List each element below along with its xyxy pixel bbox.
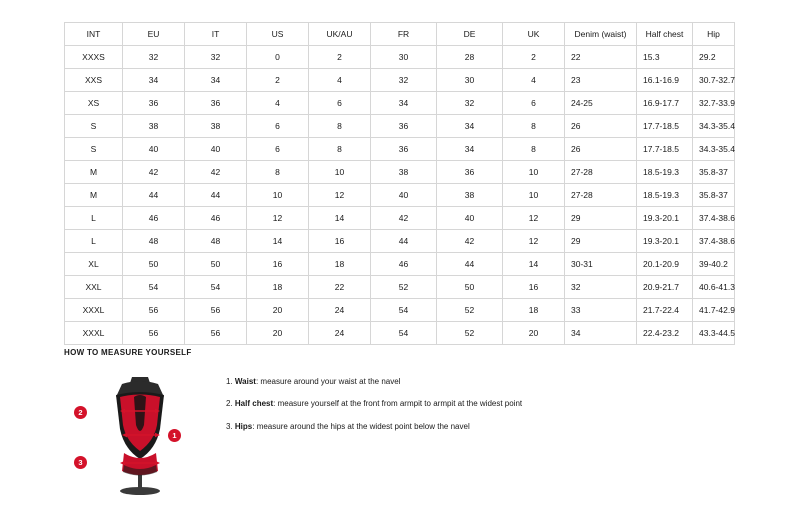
table-cell: M — [65, 184, 123, 207]
size-chart-container — [64, 22, 734, 345]
table-cell: 20 — [503, 322, 565, 345]
table-row — [65, 253, 735, 276]
table-cell: 8 — [503, 138, 565, 161]
table-header-cell: UK — [503, 23, 565, 46]
table-row — [65, 161, 735, 184]
table-cell: 29 — [565, 207, 637, 230]
table-cell: 14 — [309, 207, 371, 230]
table-cell: 2 — [309, 46, 371, 69]
table-cell: 21.7-22.4 — [637, 299, 693, 322]
table-header-cell: INT — [65, 23, 123, 46]
table-cell: 28 — [437, 46, 503, 69]
table-cell: XXXS — [65, 46, 123, 69]
table-cell: 16.9-17.7 — [637, 92, 693, 115]
table-cell: 56 — [185, 322, 247, 345]
table-cell: 34 — [565, 322, 637, 345]
table-header-row — [65, 23, 735, 46]
table-cell: 16 — [503, 276, 565, 299]
table-header-cell: IT — [185, 23, 247, 46]
table-cell: L — [65, 207, 123, 230]
table-cell: 22.4-23.2 — [637, 322, 693, 345]
measure-instruction-item — [226, 377, 522, 387]
instruction-term: Half chest — [234, 399, 274, 409]
table-cell: 27-28 — [565, 161, 637, 184]
table-cell: 8 — [309, 138, 371, 161]
table-cell: 56 — [185, 299, 247, 322]
table-cell: 29 — [565, 230, 637, 253]
table-cell: 37.4-38.6 — [693, 207, 735, 230]
table-cell: 30-31 — [565, 253, 637, 276]
table-cell: 20.1-20.9 — [637, 253, 693, 276]
table-cell: 32.7-33.9 — [693, 92, 735, 115]
badge-waist: 1 — [168, 429, 181, 442]
table-cell: 50 — [185, 253, 247, 276]
table-cell: 27-28 — [565, 184, 637, 207]
table-cell: 18.5-19.3 — [637, 161, 693, 184]
table-cell: 29.2 — [693, 46, 735, 69]
table-row — [65, 276, 735, 299]
table-cell: 44 — [437, 253, 503, 276]
table-cell: 26 — [565, 115, 637, 138]
table-cell: M — [65, 161, 123, 184]
table-row — [65, 230, 735, 253]
table-cell: 10 — [247, 184, 309, 207]
table-cell: 44 — [123, 184, 185, 207]
table-cell: 10 — [503, 161, 565, 184]
instruction-text: : measure around your waist at the navel — [255, 377, 401, 386]
table-cell: 8 — [503, 115, 565, 138]
table-cell: 34.3-35.4 — [693, 138, 735, 161]
table-cell: 54 — [123, 276, 185, 299]
table-cell: 26 — [565, 138, 637, 161]
table-cell: 6 — [247, 115, 309, 138]
table-cell: 24 — [309, 299, 371, 322]
table-header-cell: Half chest — [637, 23, 693, 46]
table-cell: 17.7-18.5 — [637, 115, 693, 138]
table-header-cell: Hip — [693, 23, 735, 46]
table-cell: 15.3 — [637, 46, 693, 69]
table-cell: 10 — [309, 161, 371, 184]
table-row — [65, 46, 735, 69]
table-cell: 36 — [185, 92, 247, 115]
table-cell: 22 — [309, 276, 371, 299]
table-cell: 4 — [309, 69, 371, 92]
table-cell: 20.9-21.7 — [637, 276, 693, 299]
instruction-text: : measure yourself at the front from armpit to armpit at the widest point — [273, 399, 523, 409]
table-cell: 46 — [371, 253, 437, 276]
table-cell: 41.7-42.9 — [693, 299, 735, 322]
badge-half-chest: 2 — [74, 406, 87, 419]
table-cell: 42 — [123, 161, 185, 184]
table-cell: 34 — [185, 69, 247, 92]
table-row — [65, 207, 735, 230]
table-cell: 30.7-32.7 — [693, 69, 735, 92]
measure-instruction-item — [226, 399, 522, 409]
table-cell: 38 — [371, 161, 437, 184]
table-cell: 12 — [309, 184, 371, 207]
table-cell: 54 — [371, 322, 437, 345]
section-title: HOW TO MEASURE YOURSELF — [64, 348, 192, 357]
table-cell: 48 — [123, 230, 185, 253]
table-cell: 24-25 — [565, 92, 637, 115]
table-cell: 38 — [123, 115, 185, 138]
table-header-cell: Denim (waist) — [565, 23, 637, 46]
table-cell: 40 — [185, 138, 247, 161]
table-cell: 6 — [309, 92, 371, 115]
table-cell: 40 — [437, 207, 503, 230]
table-cell: 4 — [247, 92, 309, 115]
table-cell: 34 — [437, 138, 503, 161]
table-cell: 20 — [247, 299, 309, 322]
table-cell: 12 — [503, 207, 565, 230]
table-cell: 2 — [247, 69, 309, 92]
table-cell: 42 — [437, 230, 503, 253]
table-header-cell: DE — [437, 23, 503, 46]
table-cell: 12 — [503, 230, 565, 253]
table-row — [65, 138, 735, 161]
table-cell: 14 — [503, 253, 565, 276]
table-cell: 50 — [437, 276, 503, 299]
table-row — [65, 92, 735, 115]
table-cell: 14 — [247, 230, 309, 253]
table-cell: 32 — [437, 92, 503, 115]
table-cell: 44 — [185, 184, 247, 207]
table-cell: 17.7-18.5 — [637, 138, 693, 161]
table-cell: 30 — [371, 46, 437, 69]
table-cell: XXS — [65, 69, 123, 92]
table-cell: 50 — [123, 253, 185, 276]
table-cell: 40 — [371, 184, 437, 207]
table-cell: 43.3-44.5 — [693, 322, 735, 345]
table-cell: 23 — [565, 69, 637, 92]
table-row — [65, 299, 735, 322]
table-cell: 32 — [371, 69, 437, 92]
table-cell: 19.3-20.1 — [637, 230, 693, 253]
table-cell: 54 — [371, 299, 437, 322]
table-cell: 52 — [437, 322, 503, 345]
measure-body — [64, 367, 744, 497]
instruction-term: Waist — [234, 377, 256, 386]
table-row — [65, 184, 735, 207]
table-cell: 34 — [437, 115, 503, 138]
instruction-text: : measure around the hips at the widest point below the navel — [252, 421, 470, 431]
table-cell: 44 — [371, 230, 437, 253]
table-cell: L — [65, 230, 123, 253]
instruction-number: 1. — [226, 377, 233, 386]
table-cell: S — [65, 115, 123, 138]
table-header-cell: US — [247, 23, 309, 46]
table-cell: 8 — [247, 161, 309, 184]
table-cell: 24 — [309, 322, 371, 345]
table-cell: XS — [65, 92, 123, 115]
table-cell: 35.8-37 — [693, 184, 735, 207]
table-cell: 37.4-38.6 — [693, 230, 735, 253]
table-cell: 56 — [123, 322, 185, 345]
table-row — [65, 115, 735, 138]
table-cell: 19.3-20.1 — [637, 207, 693, 230]
table-cell: 32 — [123, 46, 185, 69]
table-cell: 36 — [371, 115, 437, 138]
table-cell: 33 — [565, 299, 637, 322]
table-cell: 18 — [247, 276, 309, 299]
table-cell: 18.5-19.3 — [637, 184, 693, 207]
table-cell: 16.1-16.9 — [637, 69, 693, 92]
table-cell: 56 — [123, 299, 185, 322]
table-cell: 36 — [371, 138, 437, 161]
table-cell: 42 — [185, 161, 247, 184]
table-cell: 10 — [503, 184, 565, 207]
how-to-measure-section — [64, 348, 744, 497]
table-cell: 36 — [123, 92, 185, 115]
table-cell: XXL — [65, 276, 123, 299]
table-cell: 6 — [247, 138, 309, 161]
table-header-cell: EU — [123, 23, 185, 46]
instruction-number: 2. — [226, 399, 233, 409]
table-cell: 54 — [185, 276, 247, 299]
table-cell: 18 — [309, 253, 371, 276]
table-cell: 52 — [437, 299, 503, 322]
table-cell: 40 — [123, 138, 185, 161]
table-header-cell: FR — [371, 23, 437, 46]
table-cell: 2 — [503, 46, 565, 69]
table-cell: 0 — [247, 46, 309, 69]
table-body — [65, 46, 735, 345]
table-cell: 20 — [247, 322, 309, 345]
table-cell: XXXL — [65, 322, 123, 345]
table-cell: 34 — [123, 69, 185, 92]
measure-instructions — [226, 367, 522, 444]
table-cell: 4 — [503, 69, 565, 92]
table-cell: 48 — [185, 230, 247, 253]
instruction-term: Hips — [234, 421, 253, 431]
table-cell: 32 — [185, 46, 247, 69]
mannequin-figure — [80, 367, 200, 497]
table-cell: 34 — [371, 92, 437, 115]
table-cell: XL — [65, 253, 123, 276]
table-cell: 12 — [247, 207, 309, 230]
size-chart-table — [64, 22, 735, 345]
table-cell: 36 — [437, 161, 503, 184]
table-cell: 32 — [565, 276, 637, 299]
table-header-cell: UK/AU — [309, 23, 371, 46]
table-cell: 16 — [309, 230, 371, 253]
table-cell: 18 — [503, 299, 565, 322]
table-cell: 16 — [247, 253, 309, 276]
table-cell: 46 — [123, 207, 185, 230]
table-cell: 38 — [185, 115, 247, 138]
table-cell: 8 — [309, 115, 371, 138]
badge-hips: 3 — [74, 456, 87, 469]
table-cell: 6 — [503, 92, 565, 115]
table-row — [65, 69, 735, 92]
mannequin-illustration — [80, 367, 200, 497]
table-cell: 52 — [371, 276, 437, 299]
table-cell: XXXL — [65, 299, 123, 322]
table-row — [65, 322, 735, 345]
table-cell: 39-40.2 — [693, 253, 735, 276]
table-cell: 34.3-35.4 — [693, 115, 735, 138]
table-cell: 35.8-37 — [693, 161, 735, 184]
table-cell: S — [65, 138, 123, 161]
table-cell: 42 — [371, 207, 437, 230]
table-cell: 46 — [185, 207, 247, 230]
instruction-number: 3. — [226, 421, 233, 431]
table-cell: 22 — [565, 46, 637, 69]
table-cell: 30 — [437, 69, 503, 92]
measure-instruction-item — [226, 422, 522, 432]
table-cell: 38 — [437, 184, 503, 207]
table-cell: 40.6-41.3 — [693, 276, 735, 299]
